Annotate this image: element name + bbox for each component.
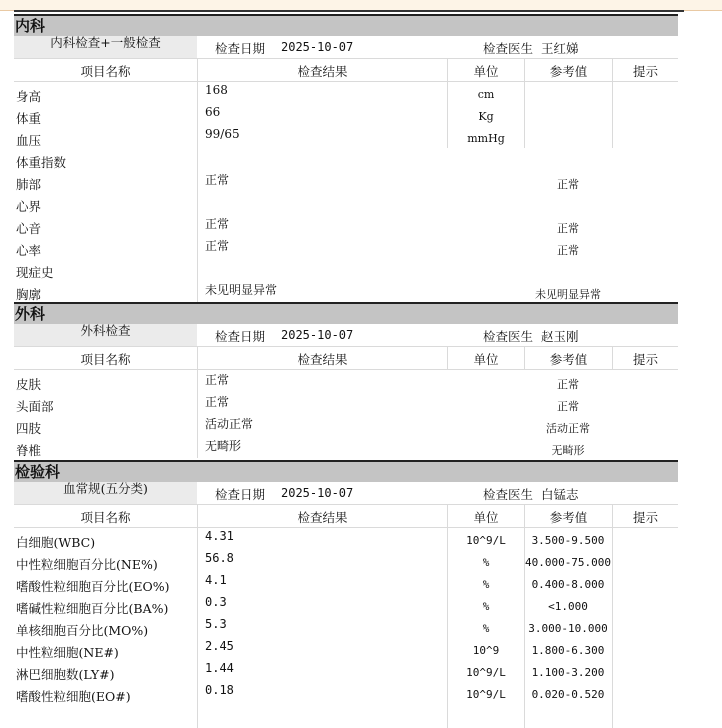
doctor-label: 检查医生 [483, 41, 534, 56]
item-ref: <1.000 [548, 600, 588, 613]
item-value: 5.3 [205, 617, 227, 631]
table-row [14, 214, 678, 236]
top-rule [14, 10, 684, 12]
col-ref-header: 参考值 [549, 510, 588, 525]
col-name-header: 项目名称 [80, 64, 131, 79]
item-value: 1.44 [205, 661, 234, 675]
item-ref: 3.500-9.500 [531, 534, 605, 547]
col-name-header: 项目名称 [80, 352, 131, 367]
col-unit-header: 单位 [473, 352, 499, 367]
date-label: 检查日期 [215, 41, 266, 56]
col-result-header: 检查结果 [297, 352, 348, 367]
item-ref: 0.020-0.520 [531, 688, 605, 701]
exam-info-row [14, 36, 678, 59]
table-row [14, 82, 678, 104]
exam-name: 血常规(五分类) [14, 482, 197, 504]
section-surgery [14, 302, 678, 458]
item-ref: 未见明显异常 [535, 288, 601, 301]
item-name: 嗜酸性粒细胞百分比(EO%) [16, 579, 170, 594]
item-value: 2.45 [205, 639, 234, 653]
item-name: 体重指数 [16, 155, 67, 170]
date-label: 检查日期 [215, 487, 266, 502]
item-ref: 1.800-6.300 [531, 644, 605, 657]
col-ref-header: 参考值 [549, 64, 588, 79]
item-name: 脊椎 [16, 443, 42, 458]
item-name: 心音 [16, 221, 42, 236]
table-row [14, 236, 678, 258]
item-ref: 正常 [557, 178, 579, 191]
table-row [14, 170, 678, 192]
date-label: 检查日期 [215, 329, 266, 344]
item-unit: % [482, 578, 490, 591]
table-row [14, 682, 678, 704]
item-unit: cm [477, 88, 495, 101]
col-hint-header: 提示 [632, 510, 658, 525]
column-header [14, 505, 678, 528]
item-ref: 正常 [557, 400, 579, 413]
item-ref: 正常 [557, 244, 579, 257]
result-table [14, 82, 678, 302]
item-unit: Kg [478, 110, 494, 123]
item-name: 心界 [16, 199, 42, 214]
item-value: 正常 [205, 373, 230, 387]
col-name-header: 项目名称 [80, 510, 131, 525]
exam-name: 内科检查+一般检查 [14, 36, 197, 58]
table-row [14, 126, 678, 148]
item-name: 四肢 [16, 421, 42, 436]
column-header [14, 347, 678, 370]
item-name: 肺部 [16, 177, 42, 192]
table-row [14, 528, 678, 550]
item-ref: 1.100-3.200 [531, 666, 605, 679]
item-name: 淋巴细胞数(LY#) [16, 667, 115, 682]
item-ref: 0.400-8.000 [531, 578, 605, 591]
item-unit: % [482, 622, 490, 635]
table-row [14, 414, 678, 436]
section-title: 外科 [14, 302, 678, 324]
item-unit: 10^9/L [466, 534, 506, 547]
item-value: 正常 [205, 395, 230, 409]
item-name: 身高 [16, 89, 42, 104]
item-name: 血压 [16, 133, 42, 148]
table-row [14, 104, 678, 126]
table-row [14, 660, 678, 682]
item-name: 白细胞(WBC) [16, 535, 96, 550]
table-row [14, 192, 678, 214]
item-name: 嗜酸性粒细胞(EO#) [16, 689, 131, 704]
item-name: 中性粒细胞(NE#) [16, 645, 119, 660]
col-hint-header: 提示 [632, 352, 658, 367]
item-name: 体重 [16, 111, 42, 126]
item-value: 4.31 [205, 529, 234, 543]
item-value: 正常 [205, 173, 230, 187]
exam-name: 外科检查 [14, 324, 197, 346]
section-title: 检验科 [14, 460, 678, 482]
item-unit: % [482, 556, 490, 569]
table-row [14, 638, 678, 660]
table-row [14, 280, 678, 302]
item-name: 现症史 [16, 265, 54, 280]
table-row [14, 572, 678, 594]
item-value: 活动正常 [205, 417, 254, 431]
item-unit: 10^9/L [466, 666, 506, 679]
section-title: 内科 [14, 14, 678, 36]
item-name: 心率 [16, 243, 42, 258]
col-unit-header: 单位 [473, 64, 499, 79]
result-table [14, 370, 678, 458]
table-row [14, 148, 678, 170]
item-unit: mmHg [467, 132, 505, 145]
col-result-header: 检查结果 [297, 64, 348, 79]
item-name: 胸廓 [16, 287, 42, 302]
doctor-name: 白锰志 [541, 487, 579, 502]
item-name: 头面部 [16, 399, 54, 414]
doctor-label: 检查医生 [483, 329, 534, 344]
table-row [14, 550, 678, 572]
item-value: 168 [205, 83, 228, 97]
item-unit: 10^9 [472, 644, 500, 657]
item-value: 0.18 [205, 683, 234, 697]
exam-date: 2025-10-07 [281, 328, 354, 342]
item-ref: 活动正常 [546, 422, 590, 435]
item-name: 中性粒细胞百分比(NE%) [16, 557, 158, 572]
item-value: 99/65 [205, 127, 240, 141]
item-value: 66 [205, 105, 221, 119]
doctor-name: 王红娣 [541, 41, 579, 56]
item-value: 4.1 [205, 573, 227, 587]
table-row [14, 370, 678, 392]
item-value: 正常 [205, 239, 230, 253]
item-unit: % [482, 600, 490, 613]
item-name: 嗜碱性粒细胞百分比(BA%) [16, 601, 169, 616]
doctor-label: 检查医生 [483, 487, 534, 502]
section-internal-medicine [14, 14, 678, 302]
item-ref: 40.000-75.000 [524, 556, 612, 569]
table-row [14, 616, 678, 638]
item-value: 正常 [205, 217, 230, 231]
section-laboratory [14, 460, 678, 704]
item-ref: 无畸形 [551, 444, 585, 457]
col-hint-header: 提示 [632, 64, 658, 79]
item-value: 未见明显异常 [205, 283, 278, 297]
item-ref: 正常 [557, 222, 579, 235]
item-name: 单核细胞百分比(MO%) [16, 623, 149, 638]
item-value: 56.8 [205, 551, 234, 565]
item-value: 无畸形 [205, 439, 242, 453]
table-row [14, 594, 678, 616]
column-header [14, 59, 678, 82]
exam-info-row [14, 482, 678, 505]
result-table [14, 528, 678, 704]
doctor-name: 赵玉刚 [541, 329, 579, 344]
item-ref: 3.000-10.000 [528, 622, 608, 635]
item-unit: 10^9/L [466, 688, 506, 701]
col-ref-header: 参考值 [549, 352, 588, 367]
col-result-header: 检查结果 [297, 510, 348, 525]
exam-date: 2025-10-07 [281, 40, 354, 54]
table-row [14, 436, 678, 458]
exam-info-row [14, 324, 678, 347]
item-ref: 正常 [557, 378, 579, 391]
table-row [14, 258, 678, 280]
item-value: 0.3 [205, 595, 227, 609]
table-row [14, 392, 678, 414]
exam-date: 2025-10-07 [281, 486, 354, 500]
item-name: 皮肤 [16, 377, 42, 392]
col-unit-header: 单位 [473, 510, 499, 525]
